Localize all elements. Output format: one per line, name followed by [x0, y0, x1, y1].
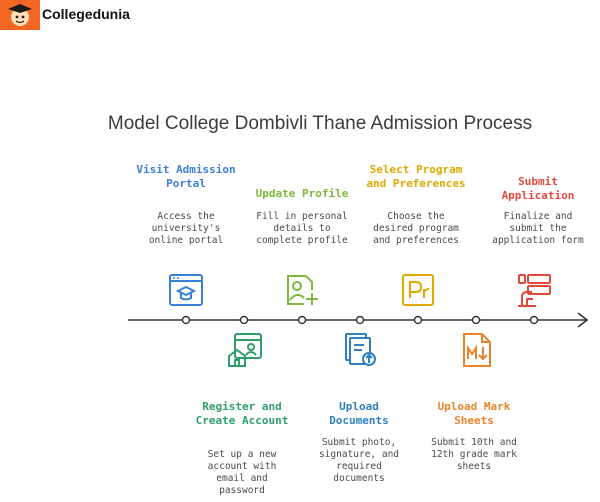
step-5-title: Select Program and Preferences — [366, 163, 466, 190]
step-2-desc: Set up a new account with email and password — [207, 449, 277, 496]
step-6-title: Upload Mark Sheets — [437, 400, 511, 427]
timeline-node-6 — [473, 317, 480, 324]
program-icon — [400, 272, 436, 308]
step-7-title: Submit Application — [501, 175, 575, 202]
step-2-title: Register and Create Account — [195, 400, 289, 427]
timeline-node-1 — [183, 317, 190, 324]
step-4-title: Upload Documents — [329, 400, 389, 427]
submit-icon — [516, 272, 552, 308]
timeline-node-3 — [299, 317, 306, 324]
step-3-title: Update Profile — [255, 187, 349, 200]
step-6-desc: Submit 10th and 12th grade mark sheets — [431, 437, 517, 472]
diagram-title: Model College Dombivli Thane Admission Process — [107, 113, 533, 134]
step-1-desc: Access the university's online portal — [148, 211, 224, 246]
timeline-node-4 — [357, 317, 364, 324]
timeline-node-7 — [531, 317, 538, 324]
step-4-desc: Submit photo, signature, and required documents — [318, 437, 400, 484]
step-7-desc: Finalize and submit the application form — [492, 211, 584, 246]
timeline-node-5 — [415, 317, 422, 324]
marksheet-icon — [458, 332, 494, 368]
timeline-node-2 — [241, 317, 248, 324]
step-5-desc: Choose the desired program and preferences — [373, 211, 459, 246]
step-1-title: Visit Admission Portal — [136, 163, 236, 190]
portal-icon — [168, 272, 204, 308]
documents-icon — [342, 332, 378, 368]
profile-icon — [284, 272, 320, 308]
brand-name: Collegedunia — [42, 6, 130, 22]
step-3-desc: Fill in personal details to complete profile — [256, 211, 348, 246]
register-icon — [227, 332, 263, 368]
